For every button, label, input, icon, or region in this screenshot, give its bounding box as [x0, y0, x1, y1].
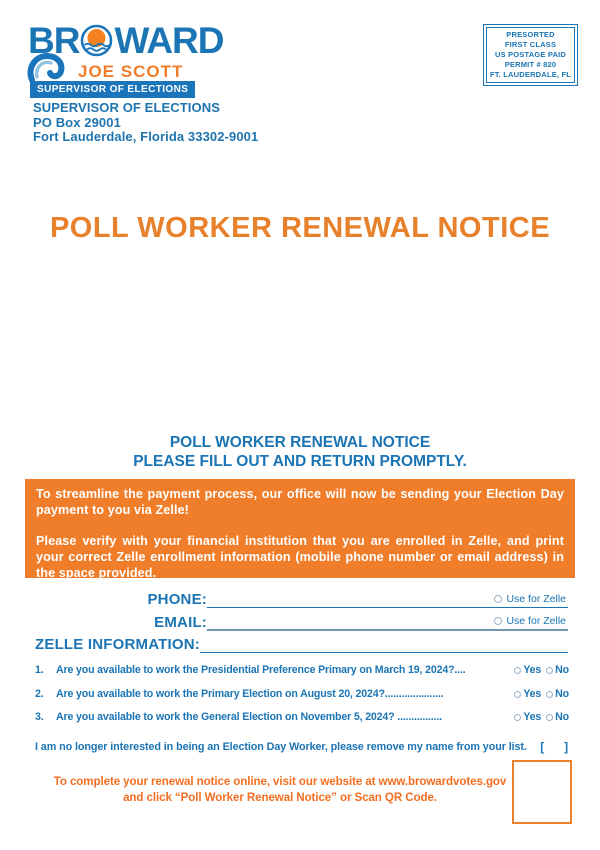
no-label: No	[555, 711, 569, 723]
question-text: Are you available to work the General Election on November 5, 2024? ................	[56, 711, 442, 723]
email-input-line[interactable]	[207, 607, 568, 631]
return-address-line: PO Box 29001	[33, 114, 121, 130]
question-number: 3.	[35, 711, 44, 723]
question-row-2	[35, 688, 569, 701]
question-choices	[514, 688, 569, 701]
radio-button-icon[interactable]	[546, 714, 553, 721]
zelle-notice-box	[25, 479, 575, 578]
email-use-for-zelle-option[interactable]	[494, 615, 568, 629]
bracket-open: [	[540, 740, 545, 754]
online-instructions	[10, 774, 550, 805]
logo-banner: SUPERVISOR OF ELECTIONS	[30, 81, 195, 98]
postage-permit-box	[483, 24, 578, 86]
bracket-close: ]	[564, 740, 568, 754]
postage-permit-text	[486, 27, 575, 83]
radio-button-icon[interactable]	[494, 617, 502, 625]
question-3-no-option[interactable]	[546, 711, 569, 724]
radio-button-icon[interactable]	[514, 714, 521, 721]
question-1-no-option[interactable]	[546, 664, 569, 677]
question-3-yes-option[interactable]	[514, 711, 541, 724]
radio-button-icon[interactable]	[514, 667, 521, 674]
return-address-line: SUPERVISOR OF ELECTIONS	[33, 100, 220, 115]
question-choices	[514, 664, 569, 677]
question-row-1	[35, 664, 569, 677]
phone-input-line[interactable]	[207, 585, 568, 608]
zelle-information-label: ZELLE INFORMATION:	[35, 636, 200, 653]
use-for-zelle-label: Use for Zelle	[506, 593, 566, 605]
logo-candidate-name: JOE SCOTT	[78, 62, 184, 81]
phone-use-for-zelle-option[interactable]	[494, 593, 568, 607]
postage-line: US POSTAGE PAID	[494, 50, 567, 59]
yes-label: Yes	[523, 687, 542, 700]
radio-button-icon[interactable]	[494, 595, 502, 603]
radio-button-icon[interactable]	[546, 691, 553, 698]
online-instructions-line2: and click “Poll Worker Renewal Notice” or Scan QR Code.	[123, 790, 437, 804]
question-text: Are you available to work the Primary Election on August 20, 2024?.....................	[56, 687, 444, 700]
no-label: No	[555, 664, 569, 676]
email-field-row	[35, 609, 568, 631]
yes-label: Yes	[523, 664, 542, 676]
question-number: 2.	[35, 687, 44, 700]
return-address-line: Fort Lauderdale, Florida 33302-9001	[33, 129, 259, 144]
qr-code-box	[512, 760, 572, 824]
phone-label: PHONE:	[147, 591, 207, 608]
postage-line: PERMIT # 820	[504, 60, 557, 69]
page-title: POLL WORKER RENEWAL NOTICE	[49, 212, 551, 244]
question-number: 1.	[35, 664, 44, 676]
postage-line: FIRST CLASS	[504, 40, 557, 49]
radio-button-icon[interactable]	[546, 667, 553, 674]
logo-word-suffix: WARD	[114, 20, 224, 61]
return-address	[33, 101, 258, 145]
no-label: No	[555, 687, 569, 700]
question-text: Are you available to work the Presidential Preference Primary on March 19, 2024?....	[56, 664, 466, 676]
form-heading	[0, 433, 600, 471]
question-row-3	[35, 711, 569, 724]
remove-from-list-text: I am no longer interested in being an Election Day Worker, please remove my name from your list.	[35, 741, 527, 753]
availability-questions	[35, 664, 569, 735]
zelle-notice-paragraph-2: Please verify with your financial institution that you are enrolled in Zelle, and print your correct Zelle enrollment information (mobile phone number or email address) in the space provided.	[36, 534, 564, 580]
online-instructions-line1: To complete your renewal notice online, visit our website at www.browardvotes.gov	[53, 775, 507, 788]
zelle-information-input-line[interactable]	[200, 630, 568, 653]
logo-word-prefix: BR	[28, 20, 80, 61]
postage-line: FT. LAUDERDALE, FL	[489, 70, 572, 79]
question-2-no-option[interactable]	[546, 688, 569, 701]
yes-label: Yes	[523, 711, 542, 723]
remove-from-list-row	[35, 740, 568, 754]
phone-field-row	[35, 586, 568, 608]
use-for-zelle-label: Use for Zelle	[506, 615, 566, 627]
zelle-information-field-row	[35, 631, 568, 653]
broward-elections-logo	[28, 22, 248, 102]
remove-from-list-checkbox[interactable]	[540, 740, 568, 754]
postage-line: PRESORTED	[506, 30, 555, 39]
question-choices	[514, 711, 569, 724]
question-2-yes-option[interactable]	[514, 688, 541, 701]
zelle-notice-paragraph-1: To streamline the payment process, our office will now be sending your Election Day payment to you via Zelle!	[36, 487, 564, 517]
form-heading-line2: PLEASE FILL OUT AND RETURN PROMPTLY.	[133, 453, 467, 470]
form-heading-line1: POLL WORKER RENEWAL NOTICE	[169, 434, 431, 451]
question-1-yes-option[interactable]	[514, 664, 541, 677]
radio-button-icon[interactable]	[514, 691, 521, 698]
sun-icon	[80, 24, 113, 57]
email-label: EMAIL:	[154, 614, 207, 631]
